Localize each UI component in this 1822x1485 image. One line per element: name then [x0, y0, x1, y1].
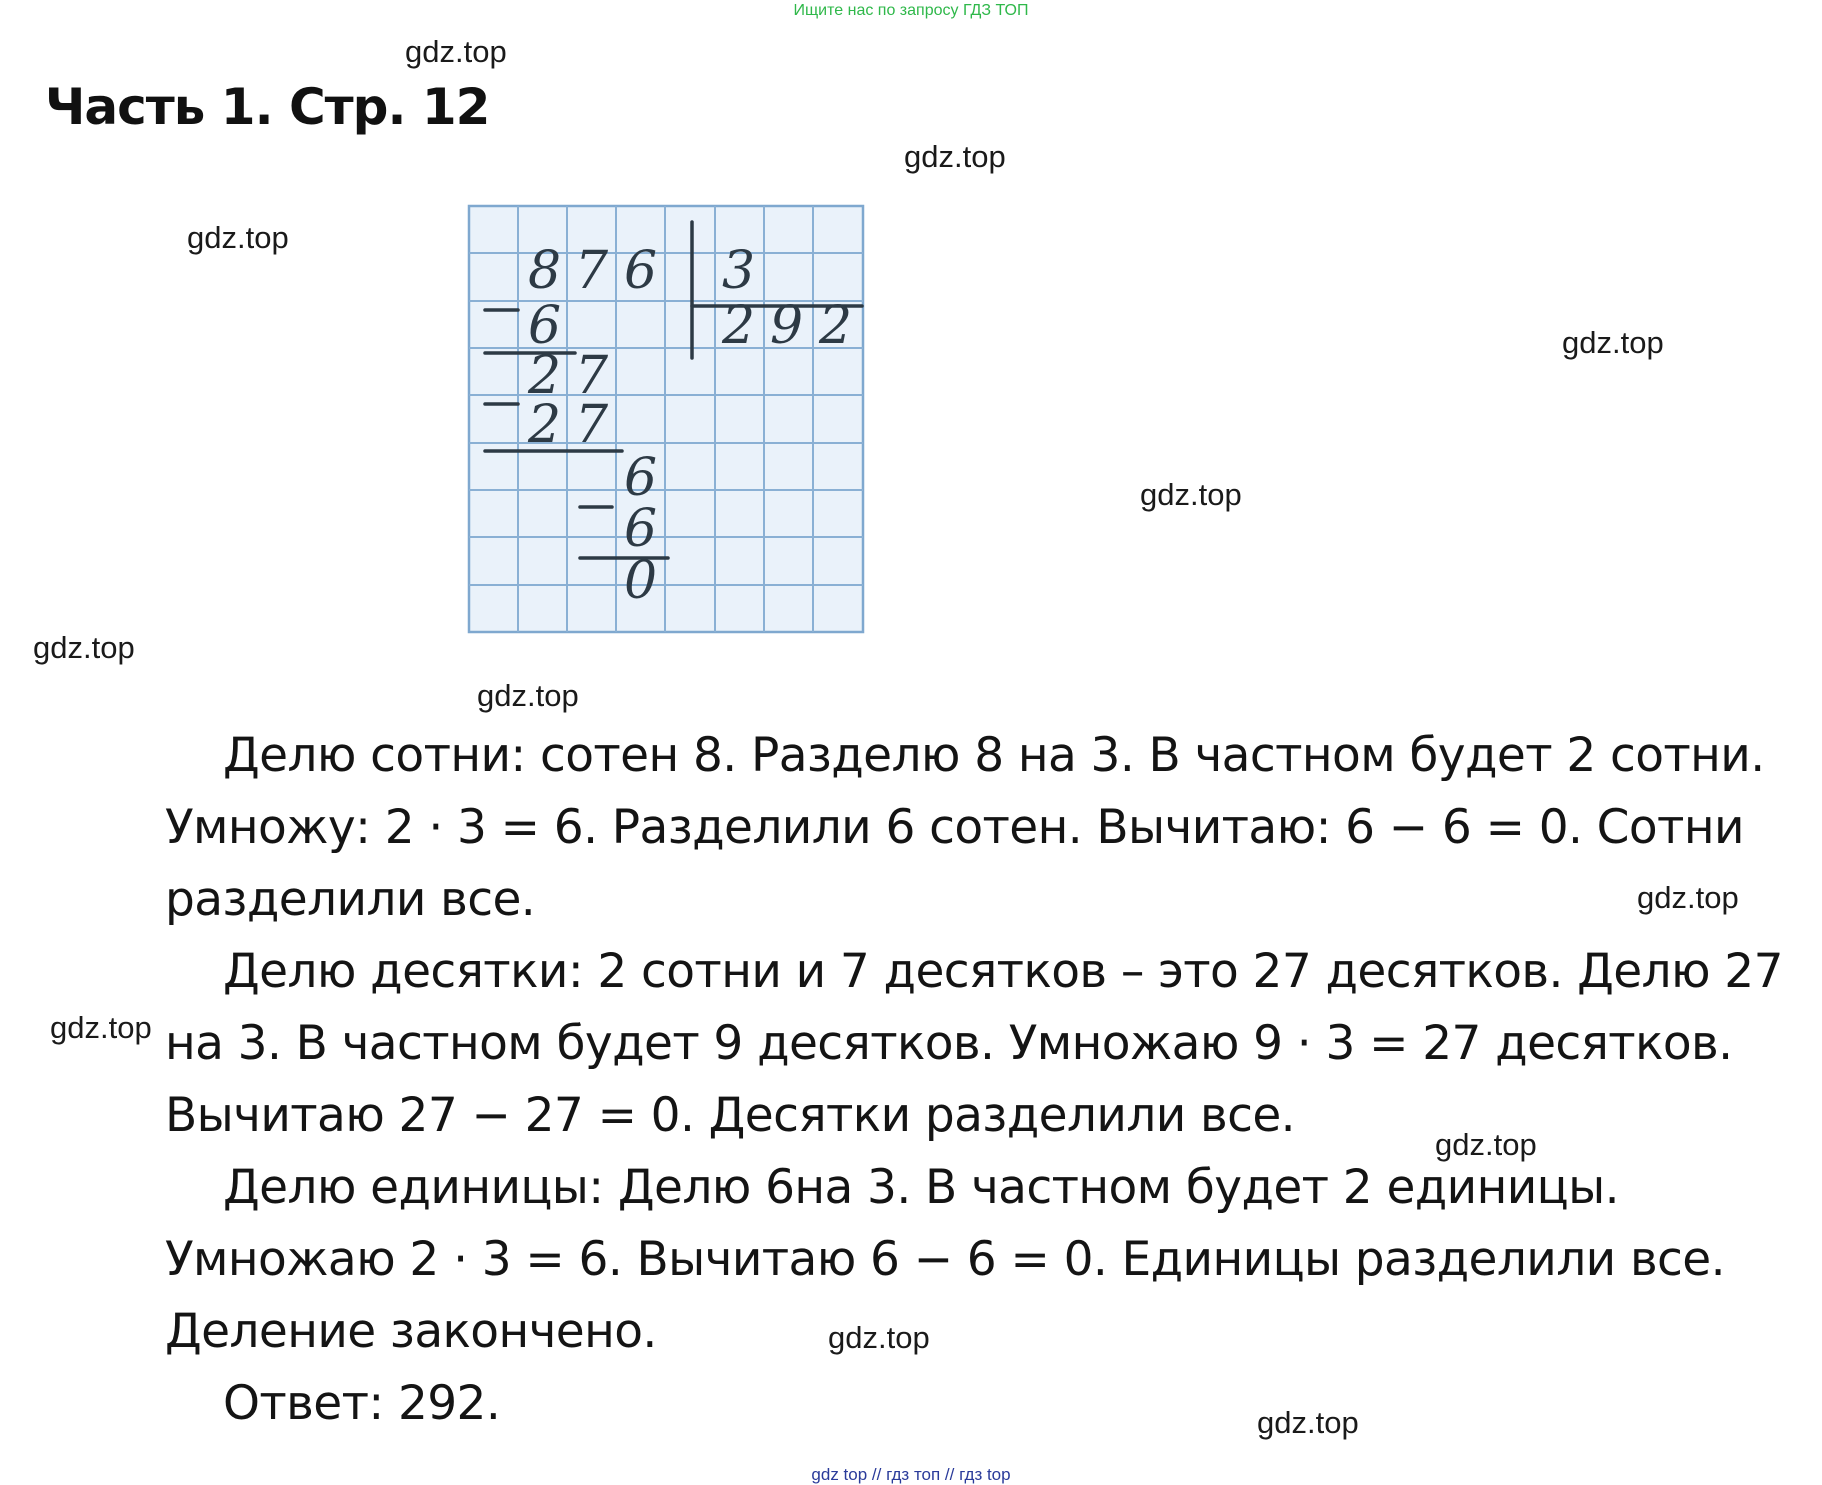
answer-line: Ответ: 292.	[223, 1376, 501, 1431]
watermark: gdz.top	[1257, 1405, 1359, 1440]
solution-line: Умножу: 2 · 3 = 6. Разделили 6 сотен. Вычитаю: 6 − 6 = 0. Сотни	[165, 800, 1744, 855]
subtrahend-digit: 6	[528, 296, 562, 356]
quotient-digit: 9	[770, 296, 804, 356]
watermark: gdz.top	[904, 139, 1006, 174]
watermark: gdz.top	[1140, 477, 1242, 512]
solution-line: Умножаю 2 · 3 = 6. Вычитаю 6 − 6 = 0. Единицы разделили все.	[165, 1232, 1725, 1287]
watermark: gdz.top	[1637, 880, 1739, 915]
divisor-digit: 3	[722, 241, 756, 301]
solution-line: на 3. В частном будет 9 десятков. Умножаю 9 · 3 = 27 десятков.	[165, 1016, 1733, 1071]
long-division-grid	[440, 180, 880, 658]
solution-line: Делю сотни: сотен 8. Разделю 8 на 3. В частном будет 2 сотни.	[223, 728, 1765, 783]
watermark: gdz.top	[33, 630, 135, 665]
watermark: gdz.top	[1562, 325, 1664, 360]
top-banner: Ищите нас по запросу ГДЗ ТОП	[793, 2, 1029, 19]
watermark: gdz.top	[187, 220, 289, 255]
long-division-figure	[440, 180, 880, 658]
footer-links[interactable]: gdz top // гдз топ // гдз top	[811, 1465, 1011, 1484]
solution-line: Вычитаю 27 − 27 = 0. Десятки разделили все.	[165, 1088, 1296, 1143]
subtrahend-digit: 7	[575, 395, 609, 455]
solution-line: Делю десятки: 2 сотни и 7 десятков – это 27 десятков. Делю 27	[223, 944, 1783, 999]
subtrahend-digit: 6	[624, 499, 658, 559]
watermark: gdz.top	[828, 1320, 930, 1355]
solution-text	[165, 720, 1805, 1440]
final-remainder-digit: 0	[624, 551, 658, 611]
dividend-digit: 8	[528, 241, 562, 301]
remainder-digit: 7	[575, 346, 609, 406]
remainder-digit: 2	[528, 346, 562, 406]
remainder-digit: 6	[624, 448, 658, 508]
watermark: gdz.top	[50, 1010, 152, 1045]
solution-line: Деление закончено.	[165, 1304, 657, 1359]
solution-line: разделили все.	[165, 872, 536, 927]
quotient-digit: 2	[819, 296, 853, 356]
subtrahend-digit: 2	[528, 395, 562, 455]
dividend-digit: 7	[575, 241, 609, 301]
page-title: Часть 1. Стр. 12	[45, 78, 490, 136]
dividend-digit: 6	[624, 241, 658, 301]
quotient-digit: 2	[722, 296, 756, 356]
watermark: gdz.top	[405, 34, 507, 69]
watermark: gdz.top	[1435, 1127, 1537, 1162]
solution-line: Делю единицы: Делю 6на 3. В частном будет 2 единицы.	[223, 1160, 1619, 1215]
watermark: gdz.top	[477, 678, 579, 713]
